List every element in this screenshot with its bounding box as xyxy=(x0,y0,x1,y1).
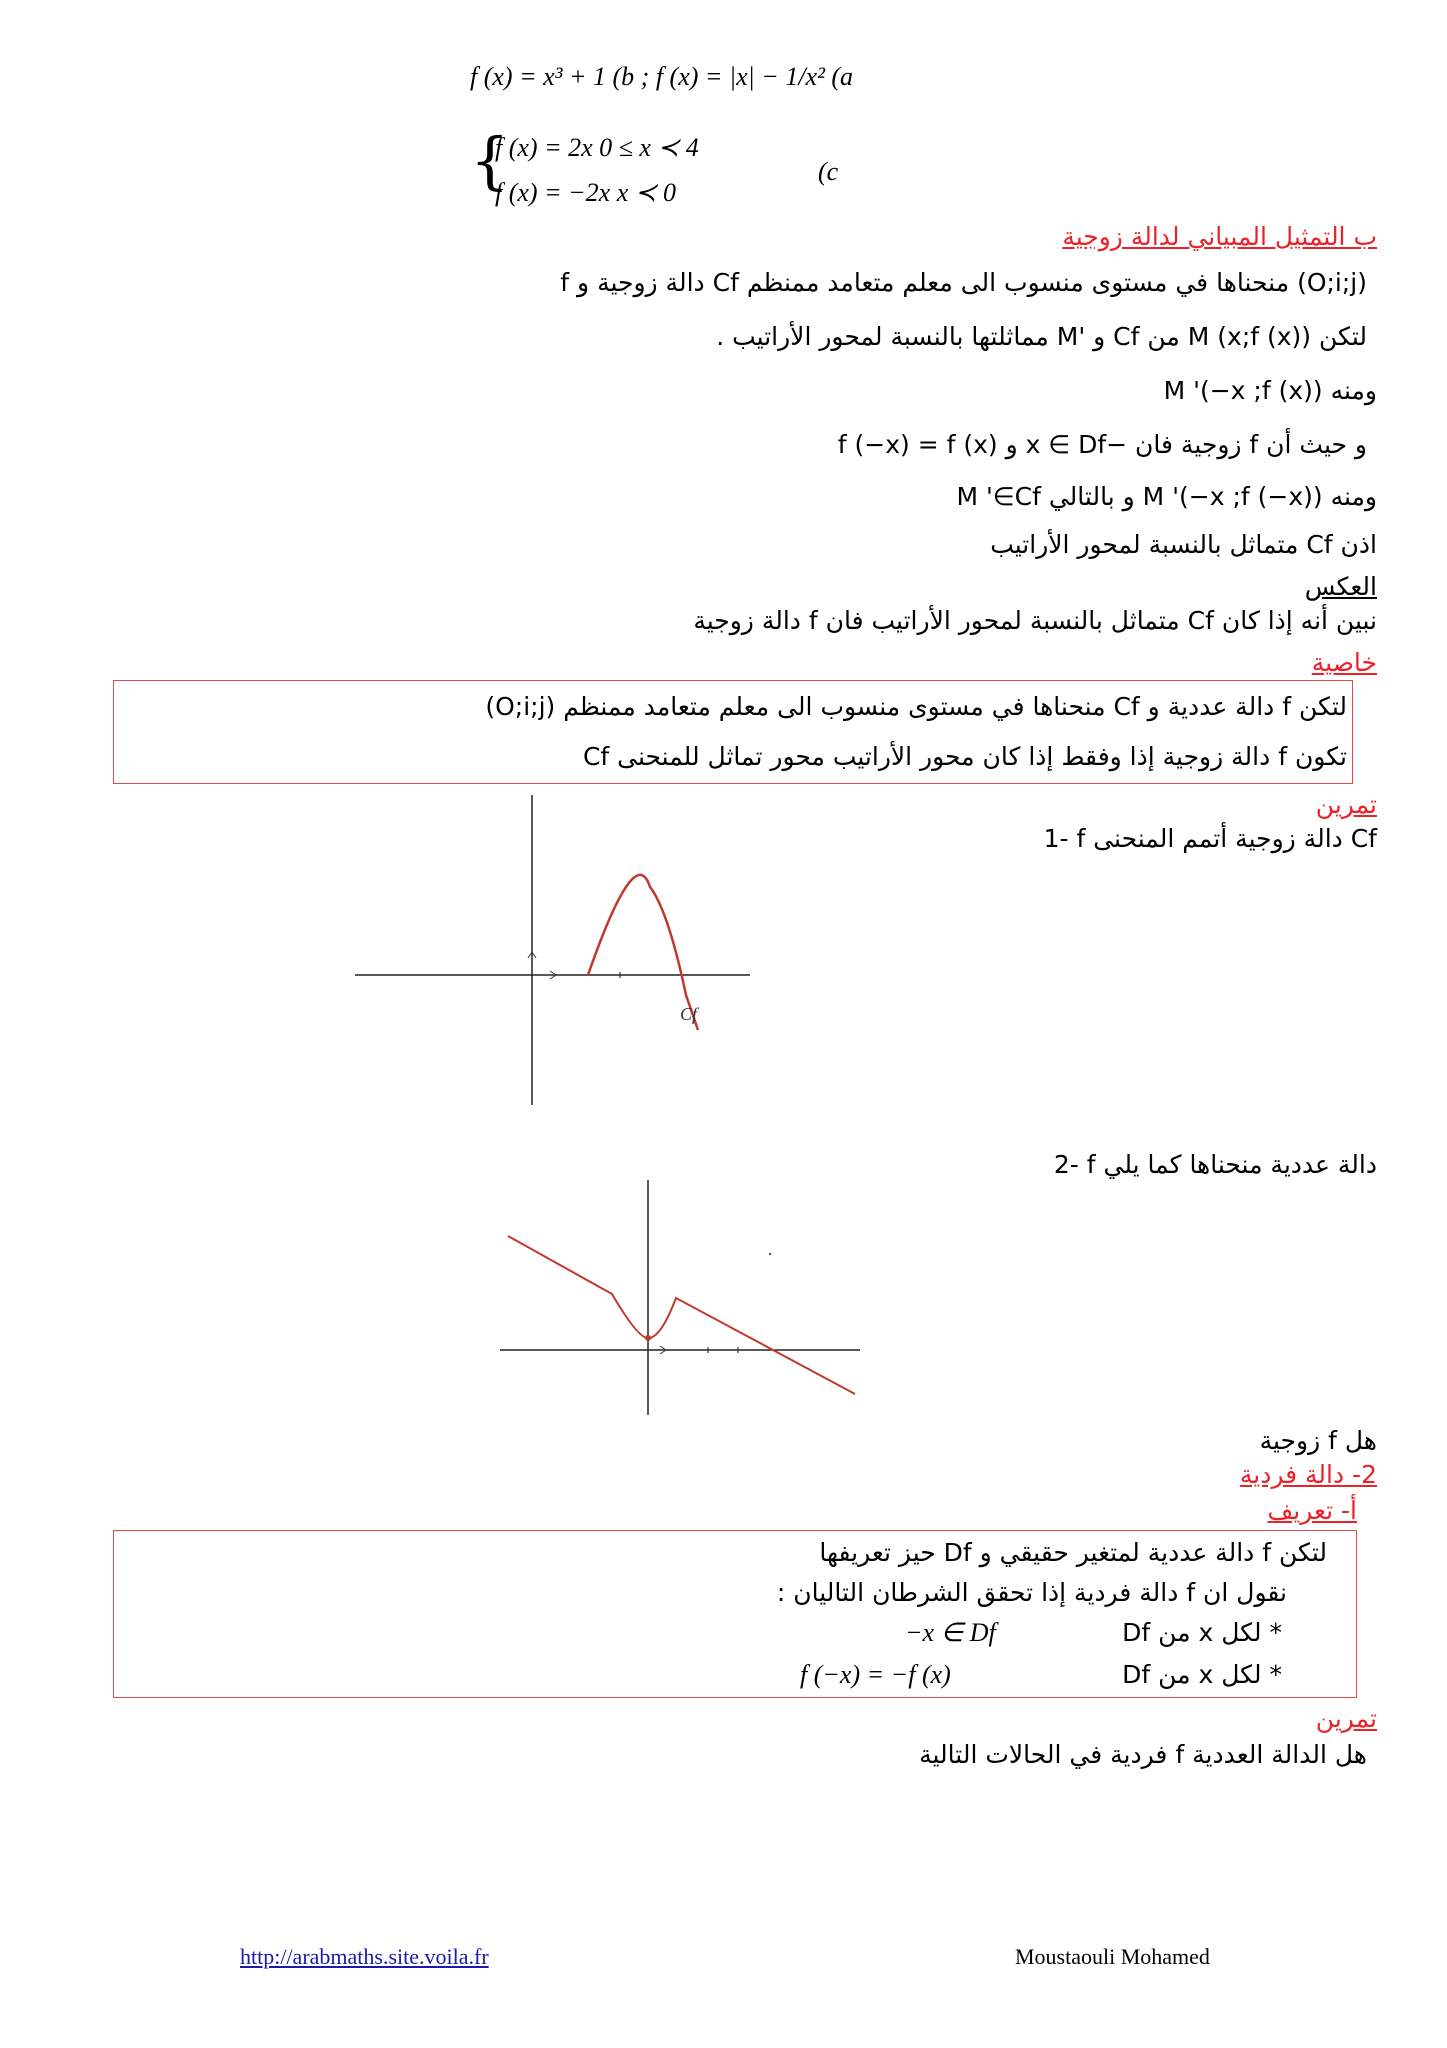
curve-point xyxy=(645,1335,651,1341)
converse-text: نبين أنه إذا كان Cf متماثل بالنسبة لمحور الأراتيب فان f دالة زوجية xyxy=(693,606,1377,635)
exercise-title: تمرين xyxy=(1315,790,1377,819)
graph-1 xyxy=(350,790,750,1110)
text-line: لتكن M (x;f (x)) من Cf و 'M مماثلتها بالنسبة لمحور الأراتيب . xyxy=(716,322,1367,351)
formula-case-1: f (x) = 2x 0 ≤ x ≺ 4 xyxy=(495,133,699,162)
text-line: f دالة زوجية و Cf منحناها في مستوى منسوب الى معلم متعامد ممنظم (O;i;j) xyxy=(560,268,1367,297)
curve-f xyxy=(508,1236,855,1394)
odd-condition-1-text: * لكل x من Df xyxy=(1122,1618,1282,1647)
footer-author: Moustaouli Mohamed xyxy=(1015,1944,1210,1969)
odd-condition-2-text: * لكل x من Df xyxy=(1122,1660,1282,1689)
brace-symbol: { xyxy=(470,124,510,197)
property-line-1: لتكن f دالة عددية و Cf منحناها في مستوى منسوب الى معلم متعامد ممنظم (O;i;j) xyxy=(485,692,1347,721)
exercise-2-title: تمرين xyxy=(1315,1704,1377,1733)
odd-heading: 2- دالة فردية xyxy=(1239,1460,1377,1489)
odd-definition-title: أ- تعريف xyxy=(1267,1496,1357,1525)
property-title: خاصية xyxy=(1311,648,1377,677)
text-line: و حيث أن f زوجية فان −x ∈ Df و f (−x) = f (x) xyxy=(837,430,1367,459)
formula-case-label: (c xyxy=(818,157,839,186)
exercise-q2: 2- f دالة عددية منحناها كما يلي xyxy=(1053,1150,1377,1179)
exercise-2-question: هل الدالة العددية f فردية في الحالات التالية xyxy=(919,1740,1367,1769)
converse-title: العكس xyxy=(1304,572,1377,601)
exercise-q1: 1- f دالة زوجية أتمم المنحنى Cf xyxy=(1043,824,1377,853)
odd-condition-2-math: f (−x) = −f (x) xyxy=(800,1660,951,1689)
text-line: ومنه ((M '(−x ;f (−x و بالتالي M '∈Cf xyxy=(956,482,1377,511)
stray-dot xyxy=(769,1253,771,1255)
formula-line-1: f (x) = x³ + 1 (b ; f (x) = |x| − 1/x² (a xyxy=(470,62,854,91)
text-line: اذن Cf متماثل بالنسبة لمحور الأراتيب xyxy=(990,530,1377,559)
curve-label: Cf xyxy=(680,1004,698,1024)
odd-line-2: نقول ان f دالة فردية إذا تحقق الشرطان التاليان : xyxy=(776,1578,1287,1607)
section-title-even-graph: ب التمثيل المبياني لدالة زوجية xyxy=(1062,222,1377,251)
odd-condition-1-math: −x ∈ Df xyxy=(905,1618,996,1647)
property-line-2: تكون f دالة زوجية إذا وفقط إذا كان محور الأراتيب محور تماثل للمنحنى Cf xyxy=(582,742,1347,771)
odd-line-1: لتكن f دالة عددية لمتغير حقيقي و Df حيز تعريفها xyxy=(819,1538,1327,1567)
exercise-q3: هل f زوجية xyxy=(1259,1426,1377,1455)
formula-case-2: f (x) = −2x x ≺ 0 xyxy=(495,178,677,207)
footer-link[interactable]: http://arabmaths.site.voila.fr xyxy=(240,1944,489,1969)
graph-2 xyxy=(500,1170,860,1420)
text-line: ومنه ((M '(−x ;f (x xyxy=(1163,376,1377,405)
